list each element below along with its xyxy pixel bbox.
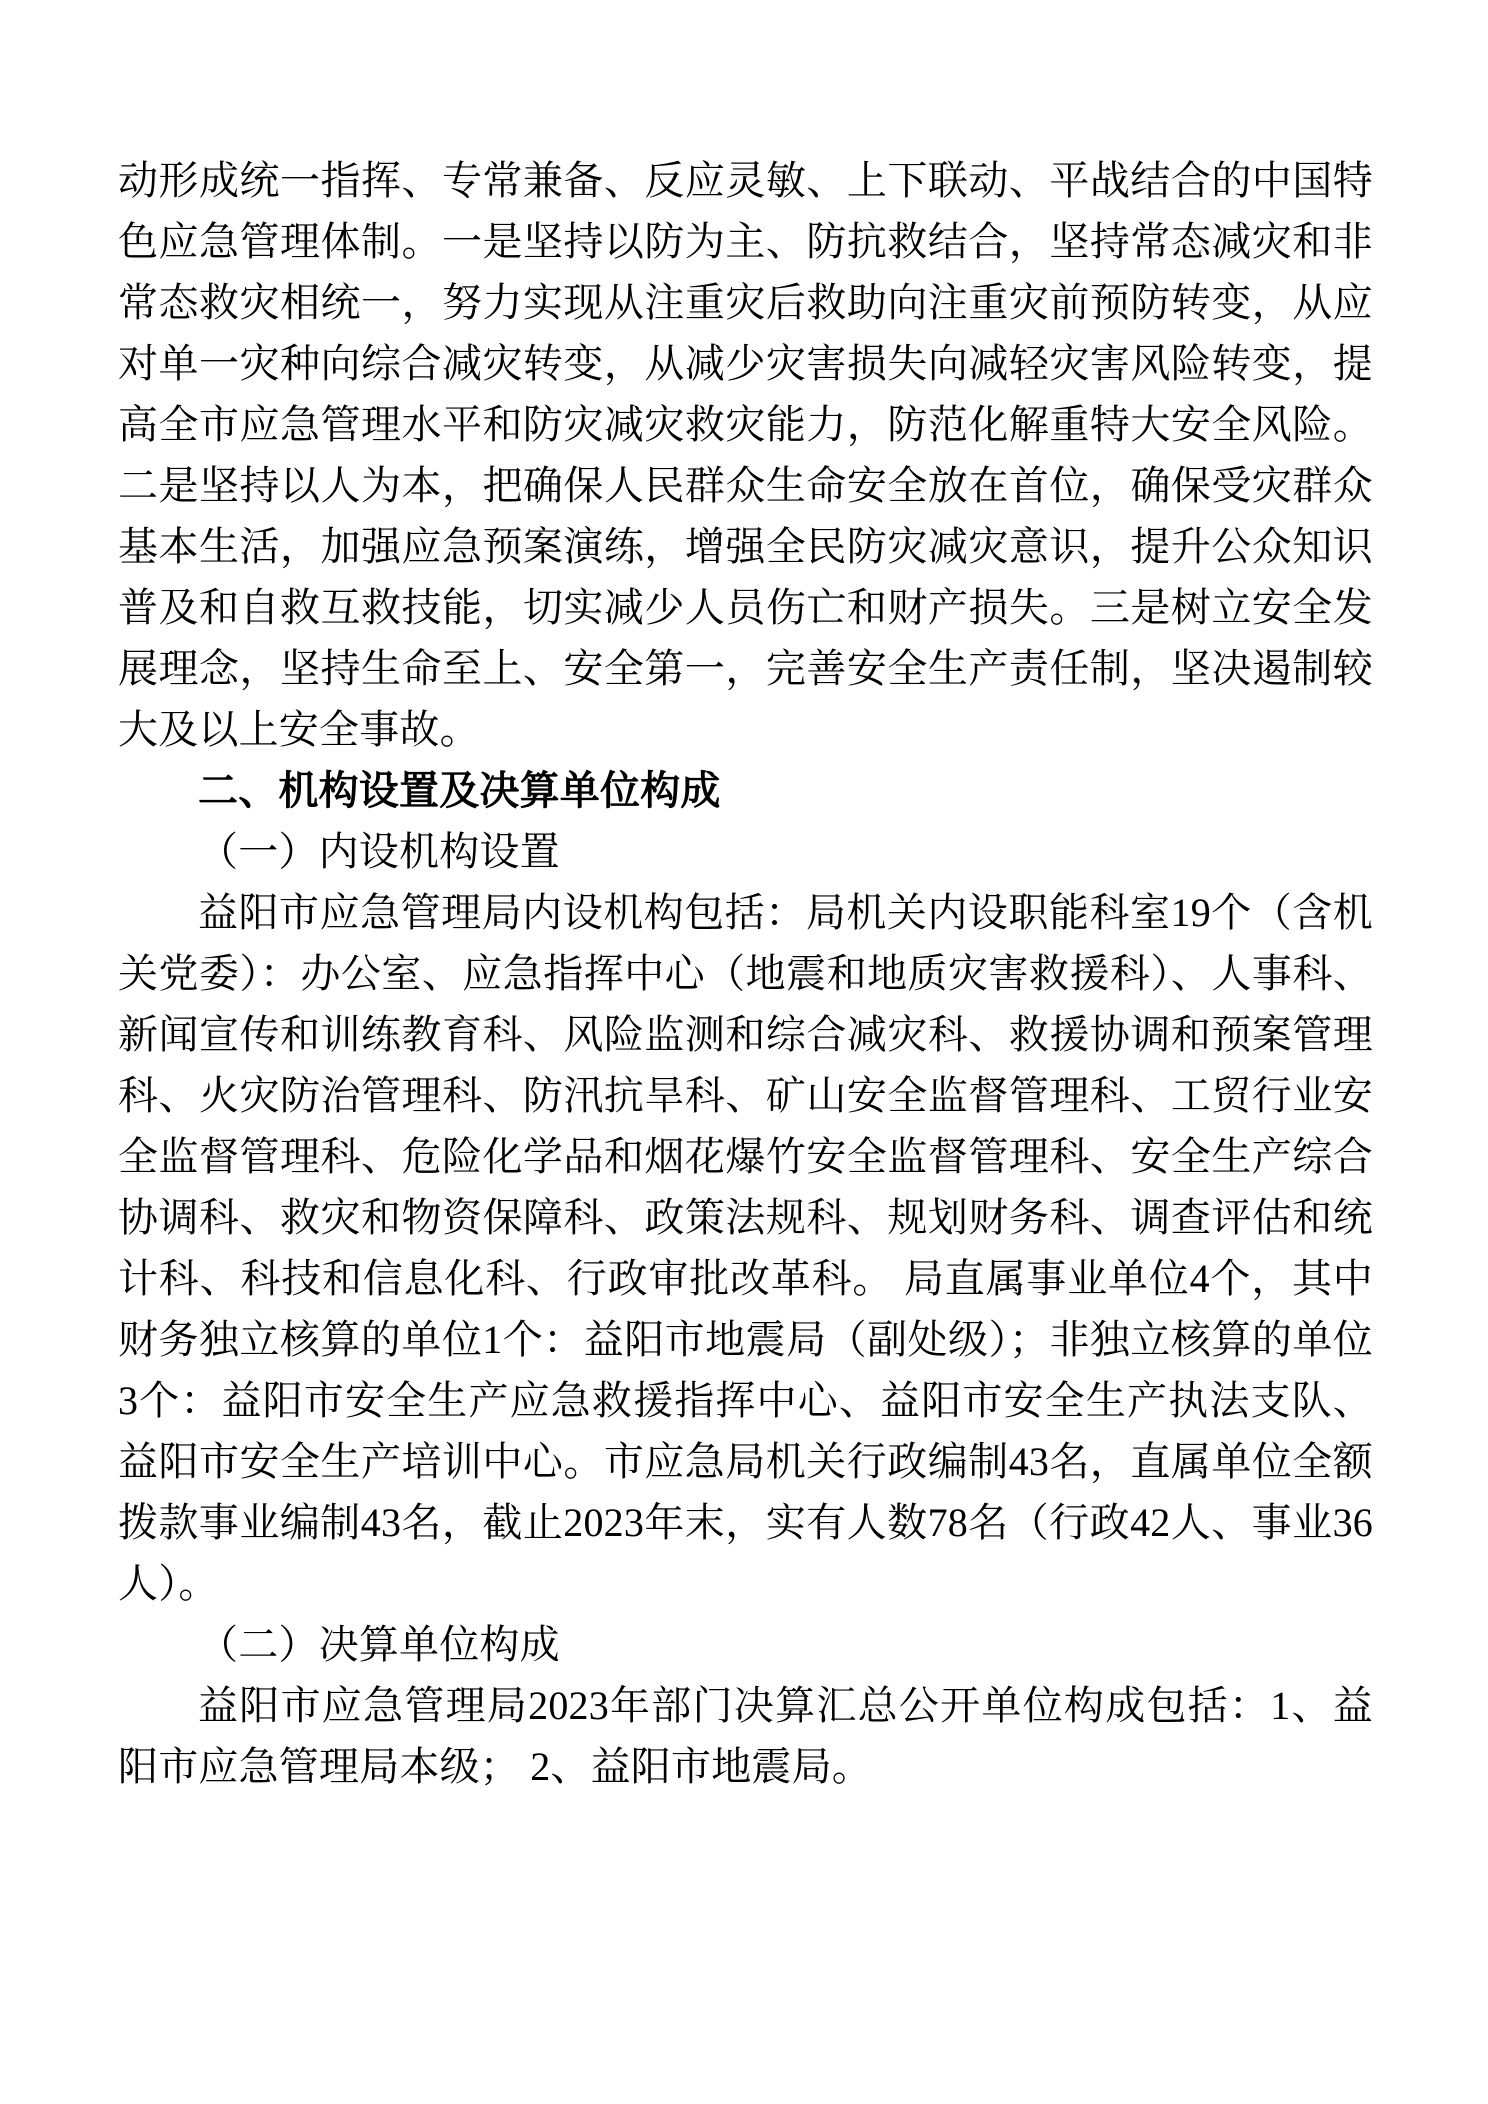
subsection-heading-2: （二）决算单位构成 xyxy=(198,1622,560,1667)
subsection-heading-1: （一）内设机构设置 xyxy=(198,829,560,874)
section-heading-2: 二、机构设置及决算单位构成 xyxy=(198,768,721,813)
paragraph-internal-structure: 益阳市应急管理局内设机构包括：局机关内设职能科室19个（含机关党委）：办公室、应急指挥中心（地震和地质灾害救援科）、人事科、新闻宣传和训练教育科、风险监测和综合减灾科、救援协调和预案管理科、火灾防治管理科、防汛抗旱科、矿山安全监督管理科、工贸行业安全监督管理科、危险化学品和烟花爆竹安全监督管理科、安全生产综合协调科、救灾和物资保障科、政策法规科、规划财务科、调查评估和统计科、科技和信息化科、行政审批改革科。 局直属事业单位4个，其中财务独立核算的单位1个：益阳市地震局（副处级）；非独立核算的单位3个：益阳市安全生产应急救援指挥中心、益阳市安全生产执法支队、益阳市安全生产培训中心。市应急局机关行政编制43名，直属单位全额拨款事业编制43名，截止2023年末，实有人数78名（行政42人、事业36人）。 xyxy=(118,890,1373,1606)
paragraph-final-accounts-units: 益阳市应急管理局2023年部门决算汇总公开单位构成包括：1、益阳市应急管理局本级； 2、益阳市地震局。 xyxy=(118,1683,1373,1789)
paragraph-intro: 动形成统一指挥、专常兼备、反应灵敏、上下联动、平战结合的中国特色应急管理体制。一是坚持以防为主、防抗救结合，坚持常态减灾和非常态救灾相统一，努力实现从注重灾后救助向注重灾前预防转变，从应对单一灾种向综合减灾转变，从减少灾害损失向减轻灾害风险转变，提高全市应急管理水平和防灾减灾救灾能力，防范化解重特大安全风险。二是坚持以人为本，把确保人民群众生命安全放在首位，确保受灾群众基本生活，加强应急预案演练，增强全民防灾减灾意识，提升公众知识普及和自救互救技能，切实减少人员伤亡和财产损失。三是树立安全发展理念，坚持生命至上、安全第一，完善安全生产责任制，坚决遏制较大及以上安全事故。 xyxy=(118,158,1373,752)
document-body xyxy=(118,150,1373,1797)
